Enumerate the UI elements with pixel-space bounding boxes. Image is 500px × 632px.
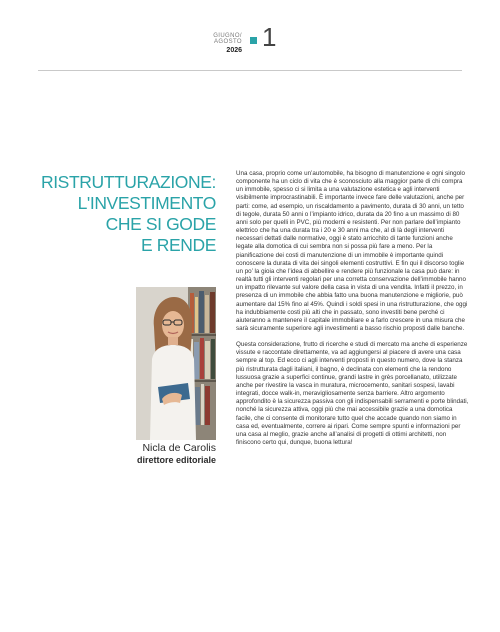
author-photo	[136, 287, 216, 440]
issue-date	[212, 33, 242, 54]
headline-line: CHE SI GODE	[105, 214, 216, 234]
accent-square	[250, 37, 257, 44]
headline-line: L'INVESTIMENTO	[77, 193, 216, 213]
header-divider	[38, 70, 462, 71]
article-body	[236, 170, 470, 447]
byline-name: Nicla de Carolis	[142, 442, 216, 454]
headline-line: E RENDE	[141, 235, 216, 255]
issue-month: GIUGNO/ AGOSTO	[213, 33, 242, 46]
body-paragraph: Una casa, proprio come un’automobile, ha bisogno di manutenzione e ogni singolo componente ha un ciclo di vita che è sconosciuto alla maggior parte di chi compra un immobile, spesso ci si limita a una valutazione estetica e agli interventi visibilmente improcrastinabili. È importante invece fare delle valutazioni, anche per parti: come, ad esempio, un riscaldamento a pavimento, durata di 30 anni, un tetto di tegole, durata 50 anni o l’impianto idrico, durata da 20 fino a un massimo di 80 anni solo per quelli in PVC, più moderni e resistenti. Per non parlare dell’impianto elettrico che ha una durata tra i 20 e 30 anni ma che, al di là degli interventi necessari dettati dalle normative, oggi è stato arricchito di tante funzioni anche legate alla domotica di cui sembra non si possa più fare a meno. Per la pianificazione dei costi di manutenzione di un immobile è importante quindi conoscere la durata di vita dei singoli elementi costruttivi. E fin qui il discorso toglie un po’ la gioia che l’idea di abbellire e rendere più funzionale la casa può dare: in realtà tutti gli interventi regolari per una corretta conservazione dell’immobile hanno un impatto rilevante sul valore della casa in vista di una vendita. Infatti il prezzo, in presenza di un immobile che abbia fatto una buona manutenzione e migliorie, può aumentare dal 15% fino al 45%. Quindi i soldi spesi in una ristrutturazione, che oggi ha indubbiamente costi più alti che in passato, sono investiti bene perché ci aiuteranno a mantenere il capitale immobiliare e a farlo crescere in una misura che sarà sicuramente superiore agli investimenti a basso rischio proposti dalle banche.	[236, 170, 468, 332]
article-headline	[38, 172, 216, 256]
byline-role: direttore editoriale	[136, 455, 216, 465]
author-portrait-illustration	[136, 287, 216, 440]
body-paragraph: Questa considerazione, frutto di ricerche e studi di mercato ma anche di esperienze vissute e raccontate direttamente, va ad aggiungersi al piacere di avere una casa sempre al top. Ed ecco ci agli interventi proposti in questo numero, dove la stanza più ristrutturata dagli italiani, il bagno, è declinata con elementi che la rendono lussuosa grazie a superfici continue, grandi lastre in grès porcellanato, utilizzate anche per rivestire la vasca in muratura, microcemento, sanitari sospesi, lavabi integrati, docce walk-in, meravigliosamente senza barriere. Altro argomento approfondito è la sicurezza passiva con gli indispensabili serramenti e porte blindati, nonché la sicurezza attiva, oggi più che mai accessibile grazie a una domotica facile, che ci consente di monitorare tutto quel che accade quando non siamo in casa ed, eventualmente, correre ai ripari. Come sempre spunti e informazioni per una casa al meglio, grazie anche all’analisi di progetti di ottimi architetti, non finiscono certo qui, dunque, buona lettura!	[236, 341, 469, 446]
issue-year: 2026	[226, 46, 242, 54]
page-number: 1	[262, 22, 277, 52]
headline-line: RISTRUTTURAZIONE:	[40, 172, 216, 192]
